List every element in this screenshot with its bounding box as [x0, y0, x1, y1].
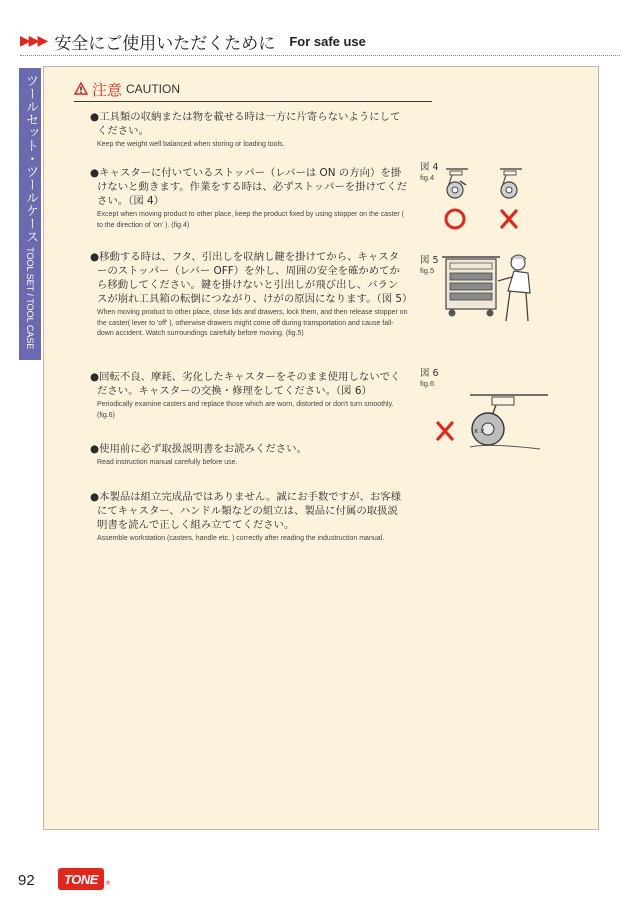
page-title-ja: 安全にご使用いただくために: [54, 33, 276, 54]
caution-item-text-ja: ●移動する時は、フタ、引出しを収納し鍵を掛けてから、キャスターのストッパー（レバー OFF）を外し、周囲の安全を確かめてから移動してください。鍵を掛けないと引出しが飛び出し、バランスが崩れ工具箱の転倒につながり、けがの原因になります。（図 5）: [90, 251, 413, 305]
side-tab-label: [19, 68, 41, 360]
section-side-tab[interactable]: [19, 68, 41, 360]
page-header: [20, 30, 620, 52]
caution-item-text-en: Assemble workstation (casters, handle etc. ) correctly after reading the industruction manual.: [97, 535, 385, 542]
fig4-sublabel: fig.4: [420, 173, 435, 182]
fig5-label: 図 5: [420, 255, 439, 266]
caution-heading: [74, 79, 180, 99]
svg-text:x x: x x: [474, 427, 485, 435]
caution-item-text-ja: ●本製品は組立完成品ではありません。誠にお手数ですが、お客様にてキャスター、ハンドル類などの組立は、製品に付属の取扱説明書を読んで正しく組み立ててください。: [90, 491, 402, 531]
header-divider: [20, 55, 620, 56]
page-title-en: For safe use: [289, 33, 366, 49]
fig6-worn-caster-illustration: [430, 367, 550, 451]
tone-logo: TONE: [58, 868, 104, 890]
caution-item-text-en: Except when moving product to other place, keep the product fixed by using stopper on the caster ( to the direction of 'on' ). (fig.4): [97, 211, 405, 229]
caution-panel: [43, 66, 599, 830]
caution-item-5: [90, 442, 408, 469]
caution-item-text-en: Keep the weight well balanced when storing or loading tools.: [97, 141, 285, 148]
caution-item-text-ja: ●キャスターに付いているストッパー（レバーは ON の方向）を掛けないと動きます。作業をする時は、必ずストッパーを掛けてください。（図 4）: [90, 167, 408, 207]
fig4-caster-illustration: [428, 167, 548, 237]
header-arrows-icon: ▶▶▶: [20, 33, 47, 49]
caution-item-text-ja: ●使用前に必ず取扱説明書をお読みください。: [90, 443, 307, 455]
side-tab-label-ja: ツールセット・ツールケース: [23, 74, 38, 243]
caution-item-1: [90, 110, 408, 151]
caution-item-text-ja: ●回転不良、摩耗、劣化したキャスターをそのまま使用しないでください。キャスターの交換・修理をしてください。（図 6）: [90, 371, 401, 397]
caution-title-ja: 注意: [92, 80, 123, 99]
fig5-sublabel: fig.5: [420, 266, 435, 275]
registered-mark: ®: [105, 880, 111, 887]
caution-title-en: CAUTION: [126, 82, 181, 96]
circle-ok-icon: [446, 210, 464, 228]
cross-ng-icon: [502, 211, 516, 227]
fig4-label: 図 4: [420, 162, 439, 173]
caster-without-stopper-icon: [500, 169, 522, 198]
caution-item-2: [90, 166, 408, 231]
warning-triangle-icon: [74, 80, 88, 99]
caution-item-3: [90, 250, 413, 340]
caution-item-text-en: Read instruction manual carefully before use.: [97, 459, 238, 466]
caution-item-text-ja: ●工具類の収納または物を載せる時は一方に片寄らないようにしてください。: [90, 111, 401, 137]
caution-item-text-en: When moving product to other place, close lids and drawers, lock them, and then release stopper on the caster( lever to 'off' ), otherwise drawers might come off during transportation and cause fall-down accident. Watch surroundings carefully before moving. (fig.5): [97, 309, 408, 337]
cross-ng-icon: [438, 423, 452, 439]
caution-item-text-en: Periodically examine casters and replace those which are worn, distorted or don't turn smoothly. (fig.6): [97, 401, 394, 419]
caution-divider: [74, 101, 432, 102]
side-tab-label-en: TOOL SET / TOOL CASE: [25, 247, 35, 350]
caution-item-6: [90, 490, 408, 545]
page-number: 92: [18, 872, 35, 889]
caster-with-stopper-icon: [446, 169, 468, 198]
caution-item-4: [90, 370, 408, 421]
fig6-label: 図 6: [420, 368, 439, 379]
fig5-moving-cart-illustration: [442, 247, 552, 325]
fig6-sublabel: fig.6: [420, 379, 435, 388]
